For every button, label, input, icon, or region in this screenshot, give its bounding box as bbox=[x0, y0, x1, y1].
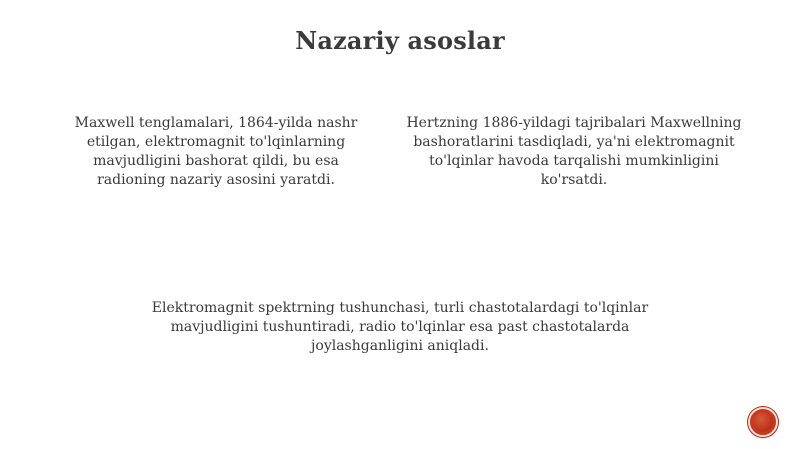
paragraph-spectrum: Elektromagnit spektrning tushunchasi, turli chastotalardagi to'lqinlar mavjudligini tushuntiradi, radio to'lqinlar esa past chastotalarda joylashganligini aniqladi. bbox=[151, 300, 649, 354]
next-slide-button[interactable] bbox=[748, 407, 778, 437]
next-slide-circle-icon bbox=[753, 412, 773, 432]
paragraph-hertz: Hertzning 1886-yildagi tajribalari Maxwellning bashoratlarini tasdiqladi, ya'ni elektromagnit to'lqinlar havoda tarqalishi mumkinligini ko'rsatdi. bbox=[406, 115, 742, 188]
paragraph-maxwell: Maxwell tenglamalari, 1864-yilda nashr etilgan, elektromagnit to'lqinlarning mavjudligini bashorat qildi, bu esa radioning nazariy asosini yaratdi. bbox=[74, 115, 358, 188]
slide-title: Nazariy asoslar bbox=[295, 26, 505, 55]
